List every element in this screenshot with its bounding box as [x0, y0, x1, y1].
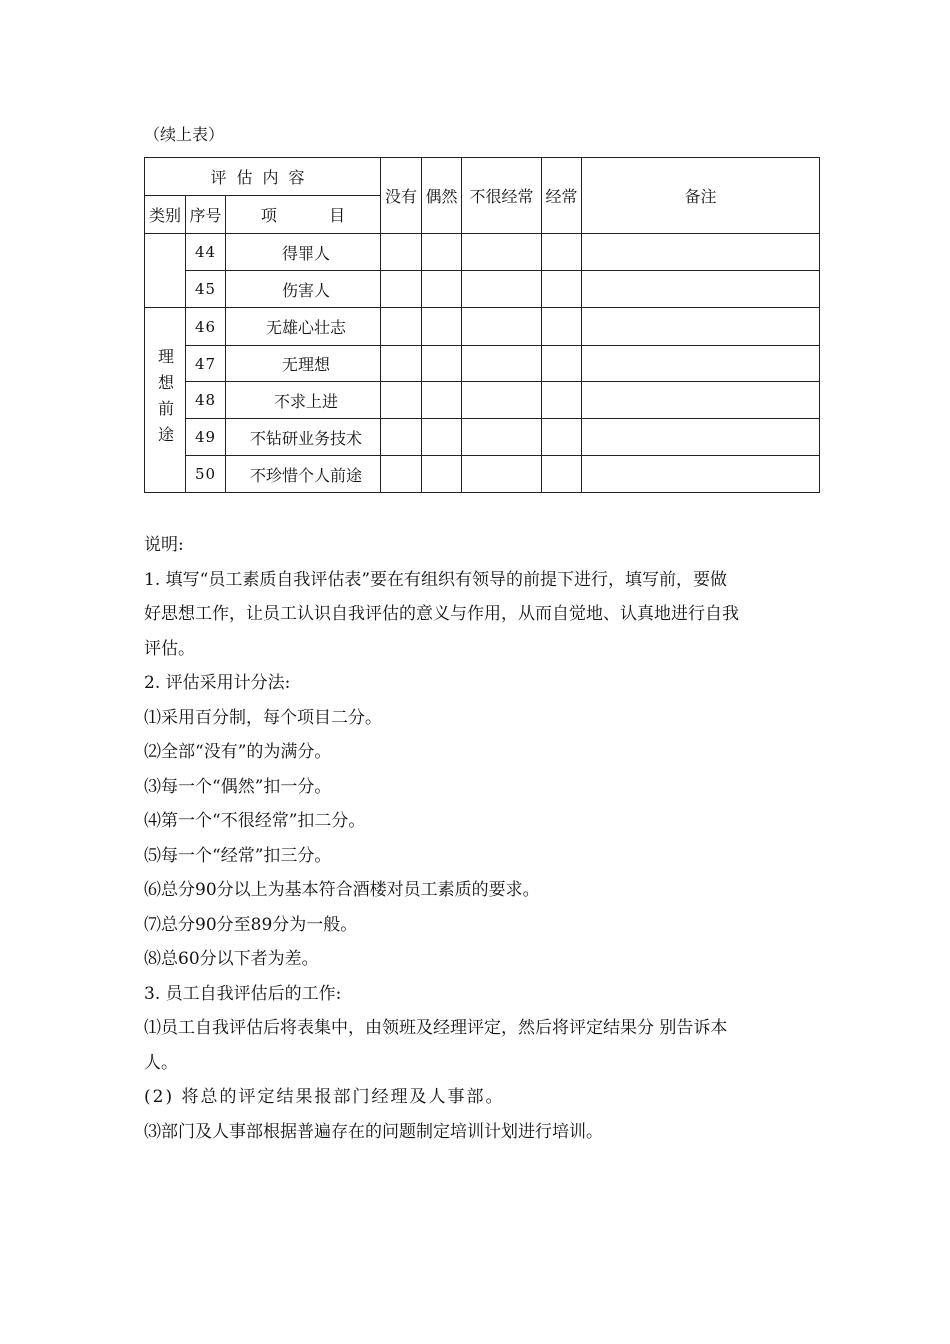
cell-often — [542, 308, 582, 346]
row-number: 44 — [186, 234, 226, 271]
row-item: 得罪人 — [226, 234, 381, 271]
cell-not-often — [462, 382, 542, 419]
cell-occasional — [422, 382, 462, 419]
cell-remarks — [582, 346, 820, 382]
cell-none — [381, 456, 422, 493]
cell-occasional — [422, 346, 462, 382]
followup-2: (2) 将总的评定结果报部门经理及人事部。 — [144, 1087, 505, 1107]
cell-occasional — [422, 308, 462, 346]
row-number: 46 — [186, 308, 226, 346]
header-content: 评估内容 — [145, 158, 381, 196]
category-ideal-label: 理想前途 — [155, 348, 175, 452]
cell-remarks — [582, 456, 820, 493]
scoring-rule-3: ⑶每一个“偶然”扣一分。 — [144, 776, 332, 797]
header-remarks: 备注 — [582, 158, 820, 234]
note-1-line-2: 好思想工作，让员工认识自我评估的意义与作用，从而自觉地、认真地进行自我 — [144, 604, 739, 624]
header-occasional: 偶然 — [422, 158, 462, 234]
cell-not-often — [462, 234, 542, 271]
row-item: 不钻研业务技术 — [226, 419, 381, 456]
table-row — [145, 456, 820, 493]
cell-occasional — [422, 456, 462, 493]
table-row — [145, 271, 820, 308]
header-item — [226, 196, 381, 234]
cell-often — [542, 234, 582, 271]
header-not-often: 不很经常 — [462, 158, 542, 234]
cell-none — [381, 419, 422, 456]
cell-often — [542, 456, 582, 493]
cell-not-often — [462, 419, 542, 456]
followup-3: ⑶部门及人事部根据普遍存在的问题制定培训计划进行培训。 — [144, 1121, 603, 1142]
cell-often — [542, 382, 582, 419]
scoring-rule-6: ⑹总分90分以上为基本符合酒楼对员工素质的要求。 — [144, 880, 540, 900]
table-row — [145, 234, 820, 271]
header-item-a: 项 — [260, 206, 277, 225]
cell-often — [542, 346, 582, 382]
row-item: 无理想 — [226, 346, 381, 382]
table-row — [145, 346, 820, 382]
cell-remarks — [582, 308, 820, 346]
table-row — [145, 308, 820, 346]
cell-not-often — [462, 456, 542, 493]
table-caption: （续上表） — [144, 125, 225, 144]
cell-remarks — [582, 271, 820, 308]
row-number: 49 — [186, 419, 226, 456]
cell-none — [381, 346, 422, 382]
scoring-rule-2: ⑵全部“没有”的为满分。 — [144, 742, 332, 762]
table-row — [145, 419, 820, 456]
cell-not-often — [462, 308, 542, 346]
row-item: 无雄心壮志 — [226, 308, 381, 346]
header-item-b: 目 — [329, 206, 346, 225]
cell-none — [381, 234, 422, 271]
row-item: 伤害人 — [226, 271, 381, 308]
cell-occasional — [422, 234, 462, 271]
notes-section — [144, 528, 814, 1149]
note-3: 3. 员工自我评估后的工作: — [144, 983, 342, 1004]
cell-remarks — [582, 382, 820, 419]
scoring-rule-7: ⑺总分90分至89分为一般。 — [144, 914, 358, 935]
row-number: 50 — [186, 456, 226, 493]
scoring-rule-1: ⑴采用百分制，每个项目二分。 — [144, 707, 382, 728]
category-ideal — [145, 308, 186, 493]
cell-occasional — [422, 419, 462, 456]
note-2: 2. 评估采用计分法: — [144, 673, 291, 693]
row-number: 48 — [186, 382, 226, 419]
row-item: 不珍惜个人前途 — [226, 456, 381, 493]
cell-often — [542, 419, 582, 456]
followup-1-line-2: 人。 — [144, 1052, 178, 1073]
header-category: 类别 — [145, 196, 186, 234]
cell-occasional — [422, 271, 462, 308]
note-1-line-3: 评估。 — [144, 638, 195, 659]
header-none: 没有 — [381, 158, 422, 234]
scoring-rule-8: ⑻总60分以下者为差。 — [144, 949, 319, 969]
scoring-rule-4: ⑷第一个“不很经常”扣二分。 — [144, 811, 366, 831]
table-row — [145, 382, 820, 419]
cell-none — [381, 308, 422, 346]
evaluation-table — [144, 157, 820, 493]
followup-1-line-1: ⑴员工自我评估后将表集中，由领班及经理评定，然后将评定结果分 别告诉本 — [144, 1018, 728, 1038]
cell-none — [381, 382, 422, 419]
cell-none — [381, 271, 422, 308]
cell-not-often — [462, 346, 542, 382]
cell-remarks — [582, 419, 820, 456]
cell-remarks — [582, 234, 820, 271]
category-cell-empty — [145, 234, 186, 308]
row-number: 47 — [186, 346, 226, 382]
scoring-rule-5: ⑸每一个“经常”扣三分。 — [144, 845, 332, 866]
cell-not-often — [462, 271, 542, 308]
header-number: 序号 — [186, 196, 226, 234]
row-number: 45 — [186, 271, 226, 308]
cell-often — [542, 271, 582, 308]
note-1-line-1: 1. 填写“员工素质自我评估表”要在有组织有领导的前提下进行，填写前，要做 — [144, 569, 728, 590]
header-often: 经常 — [542, 158, 582, 234]
notes-title: 说明: — [144, 535, 184, 555]
row-item: 不求上进 — [226, 382, 381, 419]
